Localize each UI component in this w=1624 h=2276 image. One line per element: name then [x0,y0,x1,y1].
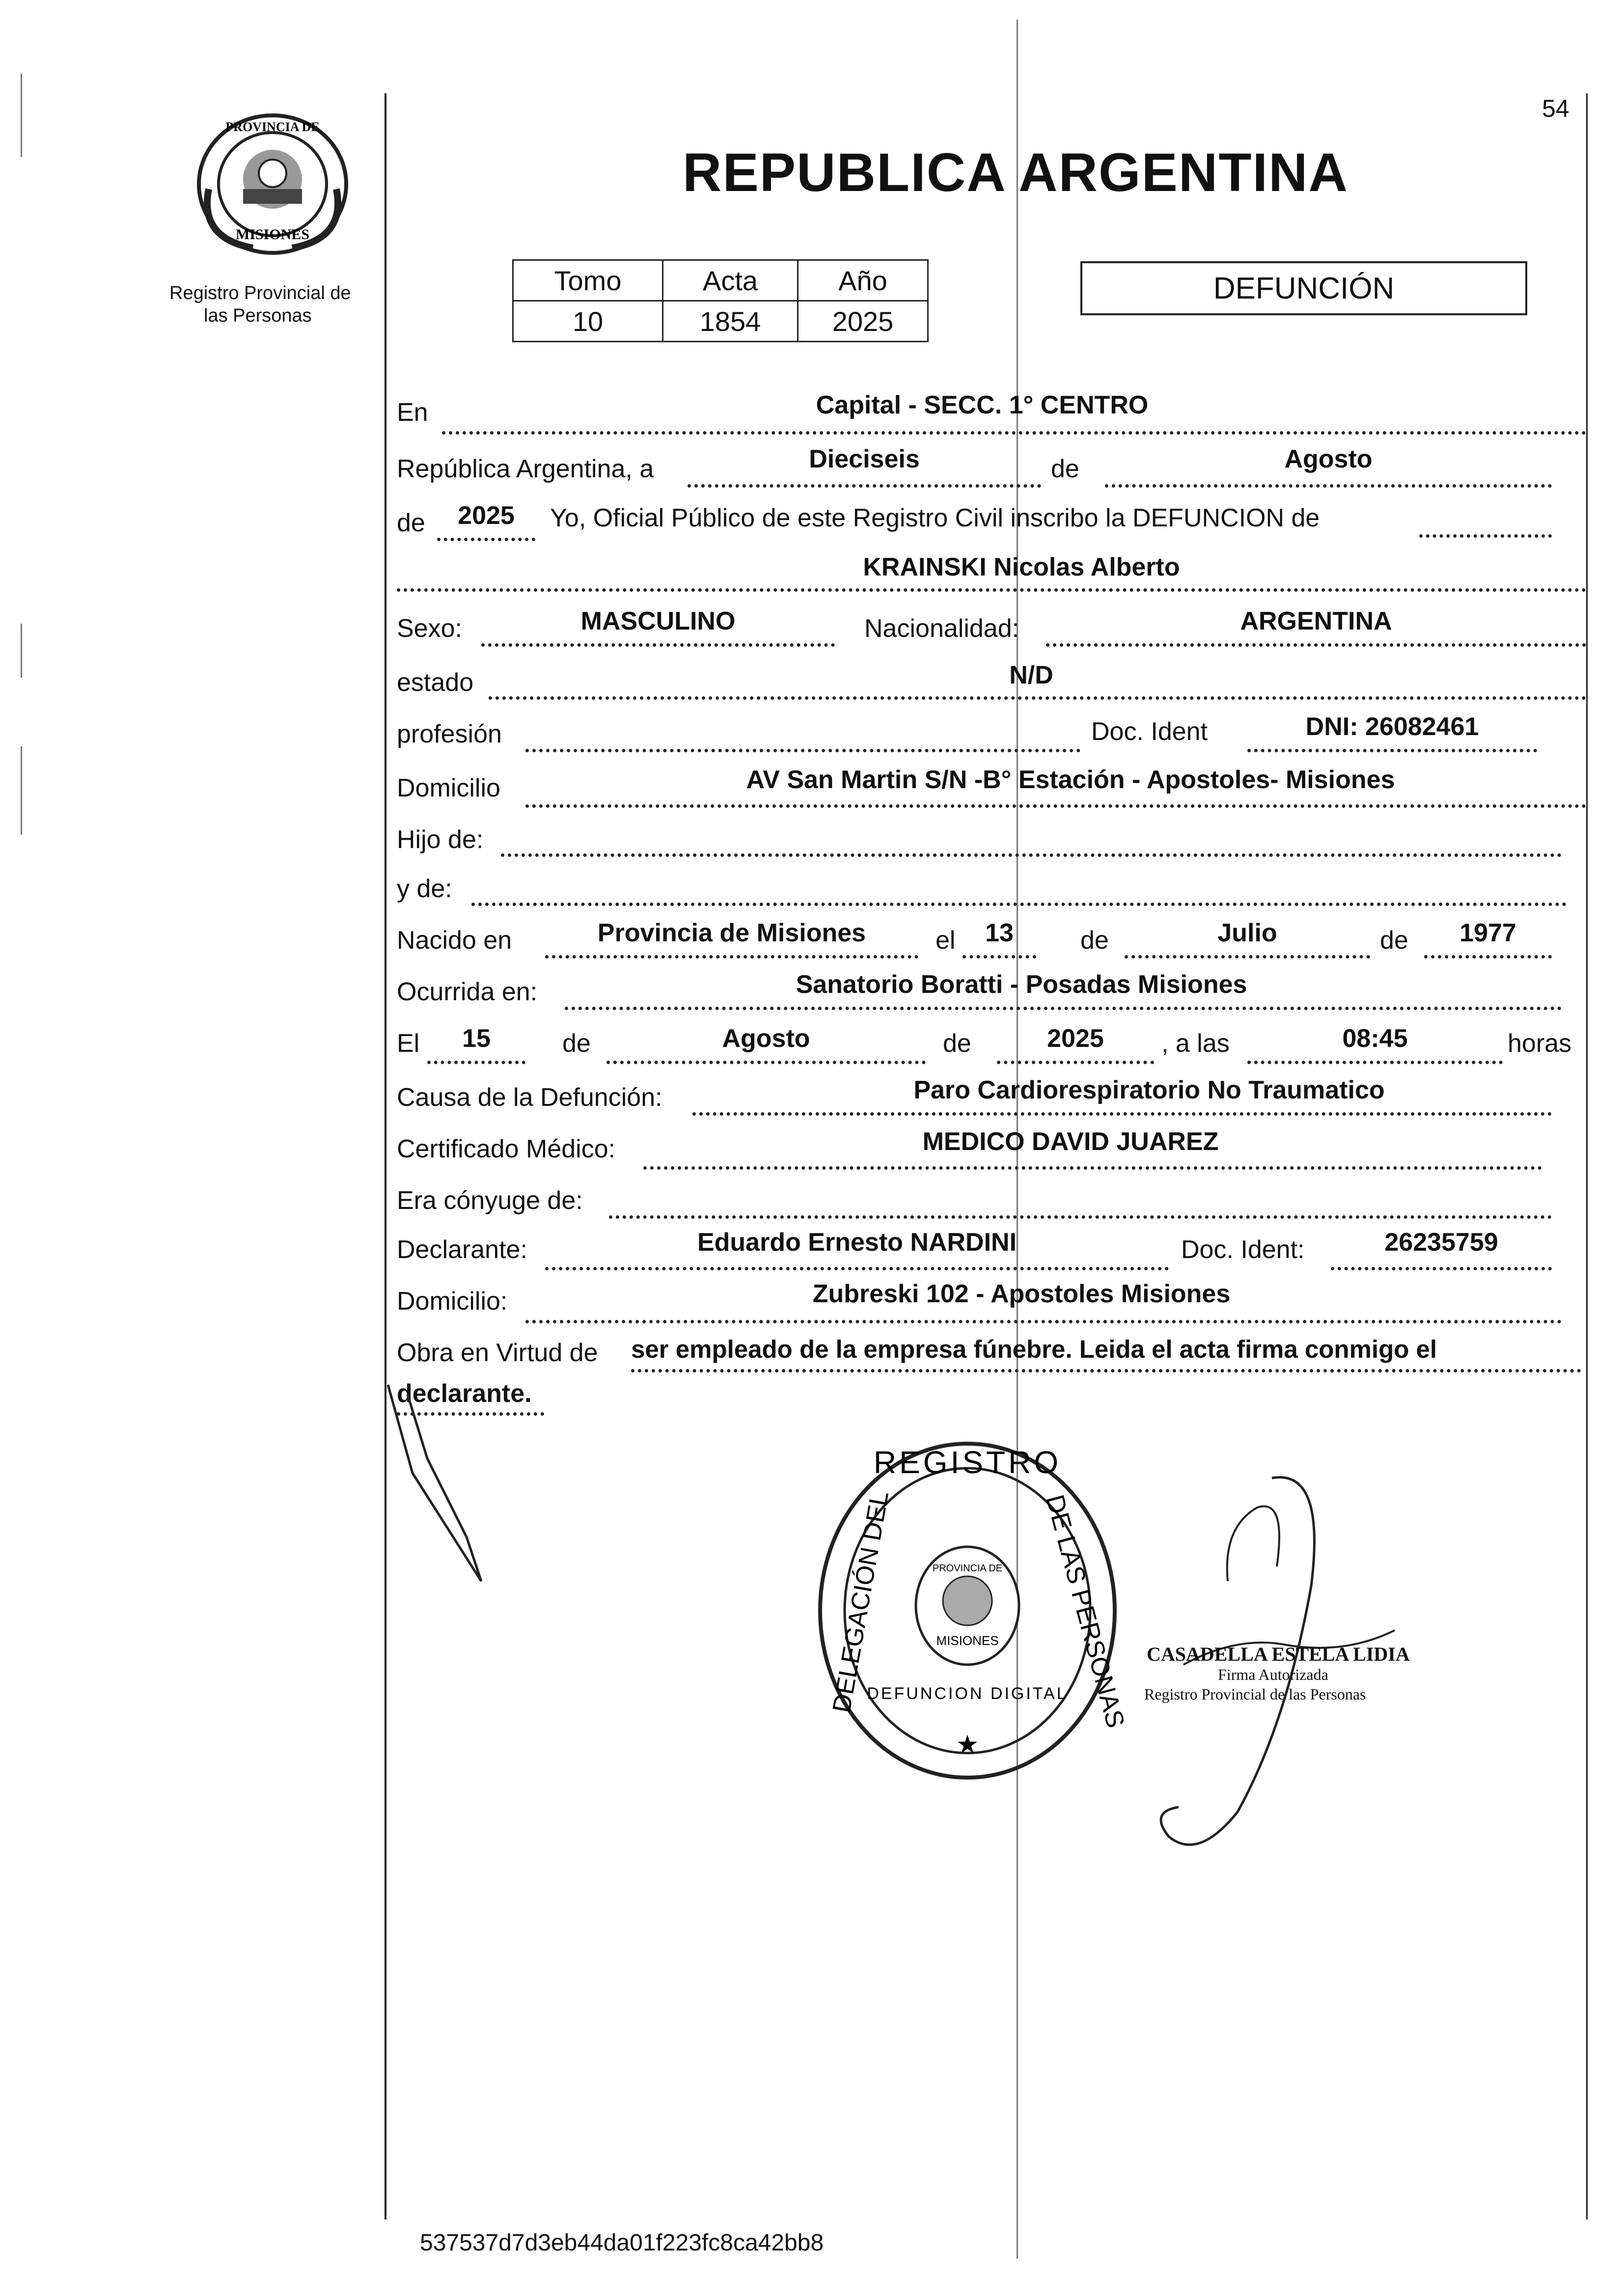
record-header-anio: Año [798,260,928,301]
value-ocurrida: Sanatorio Boratti - Posadas Misiones [796,970,1247,999]
dots-nacido-mes [1125,955,1370,959]
label-y-de: y de: [397,875,452,903]
left-edge-line [21,74,22,157]
value-nacido-dia: 13 [985,919,1014,947]
dots-declarante-doc [1331,1267,1552,1270]
value-obra-line2: declarante. [397,1379,532,1408]
footer-hash: 537537d7d3eb44da01f223fc8ca42bb8 [420,2230,824,2256]
label-de-nacido-mes: de [1080,926,1109,955]
dots-nacido-anio [1424,955,1552,959]
record-value-tomo: 10 [513,301,663,342]
dots-estado [489,696,1586,700]
signer-role: Firma Autorizada [1218,1666,1328,1683]
province-seal-logo [194,110,351,258]
label-de-nacido-anio: de [1380,926,1408,955]
stamp-star: ★ [956,1730,979,1759]
label-de-mes: de [1051,455,1079,483]
value-mes: Agosto [1284,445,1373,473]
label-el-cap: El [397,1029,420,1058]
label-declarante: Declarante: [397,1235,527,1264]
value-nacionalidad: ARGENTINA [1240,607,1392,635]
dots-lugar [442,431,1586,435]
dots-fall-mes [606,1061,926,1064]
dots-anio [437,538,535,541]
stamp-center-bottom: MISIONES [936,1633,999,1648]
record-header-tomo: Tomo [513,260,663,301]
label-el: el [936,926,956,955]
value-nombre: KRAINSKI Nicolas Alberto [863,553,1180,581]
label-nacido-en: Nacido en [397,926,512,955]
record-value-acta: 1854 [663,301,798,342]
dots-profesion [525,749,1080,752]
stamp-top-text: REGISTRO [873,1445,1062,1480]
stamp-inner-text: DEFUNCION DIGITAL [867,1684,1068,1703]
record-header-acta: Acta [663,260,798,301]
value-nacido-mes: Julio [1217,919,1277,947]
stamp-center-top: PROVINCIA DE [932,1563,1003,1574]
dots-sexo [481,643,835,647]
declarant-signature [383,1375,501,1591]
record-table [512,259,929,342]
label-en: En [397,398,428,427]
official-stamp [815,1439,1130,1782]
label-republica: República Argentina, a [397,455,654,483]
value-doc: DNI: 26082461 [1305,713,1479,741]
value-declarante-doc: 26235759 [1384,1228,1498,1257]
value-fall-mes: Agosto [722,1024,810,1053]
dots-ocurrida [565,1007,1562,1010]
dots-declarante [545,1267,1169,1270]
value-domicilio: AV San Martin S/N -B° Estación - Apostoles- Misiones [746,766,1395,794]
signer-name: CASADELLA ESTELA LIDIA [1147,1643,1410,1665]
dots-defuncion-de [1419,534,1552,538]
label-doc-ident-2: Doc. Ident: [1181,1235,1305,1264]
label-estado: estado [397,668,474,697]
dots-nacido-lugar [545,955,918,959]
value-sexo: MASCULINO [580,607,736,635]
dots-conyuge [609,1215,1552,1219]
left-edge-line-3 [21,746,22,835]
label-certificado: Certificado Médico: [397,1135,616,1163]
stamp-left-text: DELEGACIÓN DEL [827,1489,895,1715]
value-hora: 08:45 [1342,1024,1408,1053]
label-hijo-de: Hijo de: [397,825,484,854]
logo-seal-text-bottom: MISIONES [235,226,310,243]
label-causa: Causa de la Defunción: [397,1083,662,1112]
label-de-fall-anio: de [943,1029,971,1058]
label-domicilio-2: Domicilio: [397,1287,508,1316]
record-value-anio: 2025 [798,301,928,342]
label-sexo: Sexo: [397,614,462,643]
value-fall-anio: 2025 [1047,1024,1104,1053]
dots-y-de [471,903,1567,906]
value-nacido-lugar: Provincia de Misiones [597,919,866,947]
value-declarante-dom: Zubreski 102 - Apostoles Misiones [812,1280,1231,1308]
logo-caption-line2: las Personas [204,305,312,326]
label-profesion: profesión [397,720,502,748]
value-causa: Paro Cardiorespiratorio No Traumatico [913,1076,1385,1104]
logo-caption-line1: Registro Provincial de [169,283,351,303]
dots-doc [1247,749,1537,752]
dots-obra-1 [631,1369,1581,1372]
value-dia: Dieciseis [809,445,920,473]
value-anio: 2025 [458,501,515,530]
record-type-box [1080,261,1527,315]
label-obra: Obra en Virtud de [397,1339,598,1367]
dots-nacido-dia [963,955,1036,959]
logo-seal-text-top: PROVINCIA DE [225,120,320,134]
label-doc-ident: Doc. Ident [1091,717,1208,746]
value-fall-dia: 15 [462,1024,491,1053]
dots-domicilio [525,804,1586,808]
value-obra-line1: ser empleado de la empresa fúnebre. Leida el acta firma conmigo el [631,1335,1437,1363]
label-nacionalidad: Nacionalidad: [864,614,1019,643]
record-type: DEFUNCIÓN [1213,271,1395,305]
left-edge-line-2 [21,624,22,678]
label-horas: horas [1508,1029,1572,1058]
label-de-fall-mes: de [562,1029,591,1058]
dots-nacionalidad [1046,643,1586,647]
dots-mes [1105,484,1552,488]
dots-hijo-de [501,853,1562,857]
label-yo: Yo, Oficial Público de este Registro Civil inscribo la DEFUNCION de [550,504,1320,532]
dots-dia [688,484,1041,488]
dots-declarante-dom [525,1320,1562,1323]
dots-certificado [643,1166,1542,1170]
label-ocurrida-en: Ocurrida en: [397,978,538,1006]
value-lugar: Capital - SECC. 1° CENTRO [816,391,1149,419]
value-nacido-anio: 1977 [1459,919,1516,947]
dots-fall-anio [997,1061,1154,1064]
signer-org: Registro Provincial de las Personas [1144,1685,1366,1703]
label-de-anio: de [397,509,425,537]
value-certificado: MEDICO DAVID JUAREZ [922,1127,1219,1156]
page-title: REPUBLICA ARGENTINA [683,142,1349,203]
dots-hora [1247,1061,1503,1064]
right-margin-line [1586,93,1588,2220]
label-conyuge: Era cónyuge de: [397,1186,583,1215]
value-declarante: Eduardo Ernesto NARDINI [697,1228,1017,1257]
page-number: 54 [1542,95,1569,122]
dots-nombre [397,588,1586,592]
dots-fall-dia [427,1061,525,1064]
left-margin-line [385,93,386,2220]
label-a-las: , a las [1161,1029,1230,1058]
value-estado: N/D [1009,661,1053,689]
dots-causa [692,1112,1552,1116]
label-domicilio: Domicilio [397,774,500,802]
stamp-right-text: DE LAS PERSONAS [1040,1492,1130,1731]
